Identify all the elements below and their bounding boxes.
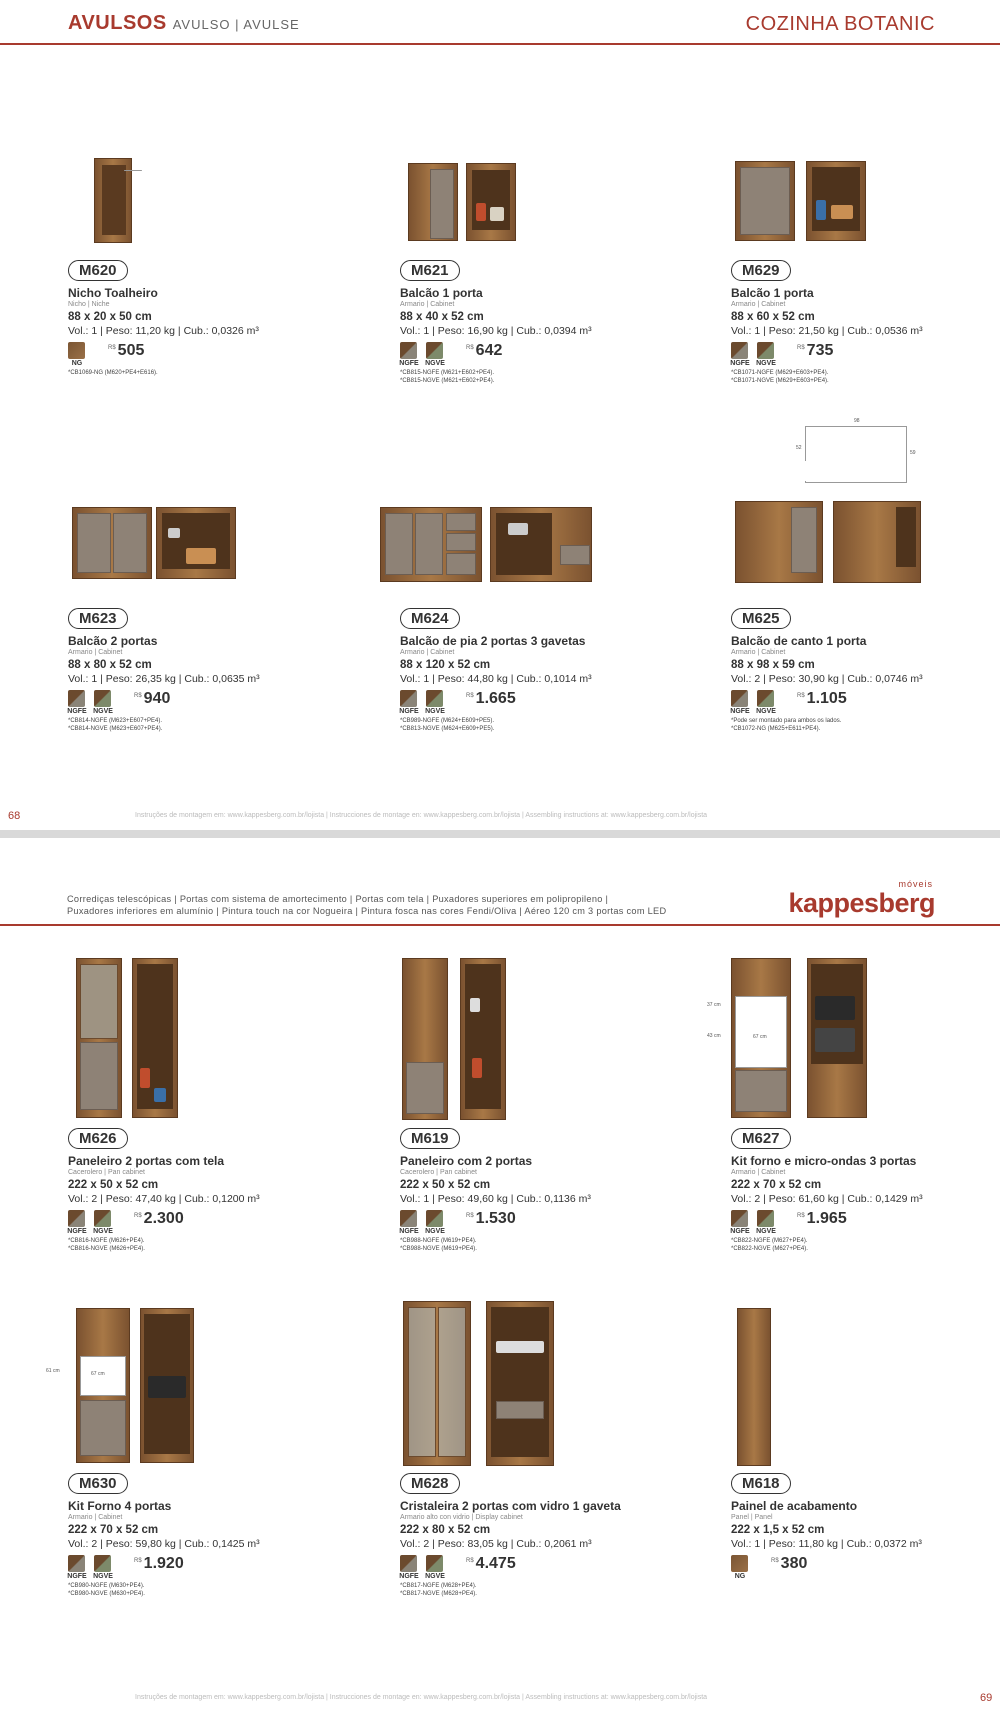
product-image [400,1301,700,1473]
product-price: R$ 735 [797,342,834,359]
product-specs: Vol.: 1 | Peso: 49,60 kg | Cub.: 0,1136 m³ [400,1193,591,1205]
finish-swatch[interactable]: NGVE [426,342,443,367]
product-dimensions: 222 x 70 x 52 cm [731,1179,822,1191]
header-divider [0,924,1000,926]
finish-swatch[interactable]: NGVE [426,1210,443,1235]
section-title: AVULSOS AVULSO | AVULSE [68,12,300,34]
product-type: Panel | Panel [731,1514,773,1521]
product-dimensions: 88 x 60 x 52 cm [731,311,815,323]
finish-swatch[interactable]: NGVE [426,1555,443,1580]
product-image: 37 cm 43 cm 67 cm [731,958,1000,1128]
product-card[interactable] [707,958,1000,1253]
product-type: Cacerolero | Pan cabinet [400,1169,477,1176]
product-image [400,145,700,260]
product-price: R$ 1.530 [466,1210,516,1227]
product-code: M621 [400,260,460,281]
finish-swatch[interactable]: NGFE [400,342,417,367]
product-specs: Vol.: 1 | Peso: 11,80 kg | Cub.: 0,0372 m³ [731,1538,922,1550]
product-dimensions: 222 x 80 x 52 cm [400,1524,491,1536]
page-footer: Instruções de montagem em: www.kappesberg.com.br/lojista | Instrucciones de montage en: www.kappesberg.com.br/lojista | Assembling instructions at: www.kappesberg.com.br/lojista [135,1694,708,1701]
product-image [68,145,368,260]
product-price: R$ 1.965 [797,1210,847,1227]
product-price: R$ 1.920 [134,1555,184,1572]
product-specs: Vol.: 1 | Peso: 26,35 kg | Cub.: 0,0635 m³ [68,673,260,685]
product-image [731,493,1000,608]
finish-swatch[interactable]: NGVE [426,690,443,715]
product-code: M626 [68,1128,128,1149]
brand-logo: kappesberg móveis [788,879,935,918]
product-refs: *CB815-NGFE (M621+E602+PE4). *CB815-NGVE (M621+E602+PE4). [400,370,495,384]
product-specs: Vol.: 2 | Peso: 59,80 kg | Cub.: 0,1425 m³ [68,1538,260,1550]
product-name: Balcão 1 porta [731,286,814,300]
product-name: Cristaleira 2 portas com vidro 1 gaveta [400,1499,621,1513]
product-specs: Vol.: 1 | Peso: 16,90 kg | Cub.: 0,0394 m³ [400,325,592,337]
product-code: M620 [68,260,128,281]
product-type: Armario | Cabinet [400,301,455,308]
product-price: R$ 505 [108,342,145,359]
product-dimensions: 222 x 50 x 52 cm [400,1179,491,1191]
product-type: Cacerolero | Pan cabinet [68,1169,145,1176]
product-card[interactable] [731,145,1000,385]
product-specs: Vol.: 2 | Peso: 61,60 kg | Cub.: 0,1429 m³ [731,1193,923,1205]
product-code: M630 [68,1473,128,1494]
product-refs: *CB1071-NGFE (M629+E603+PE4). *CB1071-NGVE (M629+E603+PE4). [731,370,829,384]
product-image [68,493,368,608]
product-refs: *CB989-NGFE (M624+E609+PE5). *CB813-NGVE (M624+E609+PE5). [400,718,495,732]
product-price: R$ 642 [466,342,503,359]
finish-swatch[interactable]: NGVE [94,690,111,715]
product-refs: *CB1069-NG (M620+PE4+E616). [68,370,158,376]
header-divider [0,43,1000,45]
corner-plan-diagram: 98 52 59 [800,418,910,488]
product-image [731,145,1000,260]
page-number: 69 [980,1692,993,1704]
product-code: M618 [731,1473,791,1494]
features-text: Corrediças telescópicas | Portas com sistema de amortecimento | Portas com tela | Puxadores superiores em polipropileno | Puxadores inferiores em alumínio | Pintura touch na cor Nogueira | Pintura fosca nas cores Fendi/Oliva | Aéreo 120 cm 3 portas com LED [67,894,667,916]
page-number: 68 [8,810,21,822]
product-dimensions: 88 x 98 x 59 cm [731,659,815,671]
product-code: M629 [731,260,791,281]
finish-swatch[interactable]: NGVE [94,1555,111,1580]
product-card[interactable] [400,958,700,1253]
product-image [68,958,368,1128]
finish-swatch[interactable]: NGFE [68,1210,85,1235]
product-type: Armario | Cabinet [731,649,786,656]
finish-swatch[interactable]: NGVE [757,690,774,715]
product-name: Balcão de pia 2 portas 3 gavetas [400,634,586,648]
product-name: Balcão 1 porta [400,286,483,300]
product-specs: Vol.: 1 | Peso: 44,80 kg | Cub.: 0,1014 m³ [400,673,592,685]
finish-swatch[interactable]: NGVE [94,1210,111,1235]
product-code: M625 [731,608,791,629]
product-type: Armario alto con vidrio | Display cabinet [400,1514,523,1521]
product-card[interactable] [731,493,1000,733]
product-code: M619 [400,1128,460,1149]
product-card[interactable] [68,145,368,378]
product-card[interactable] [731,1308,1000,1583]
product-dimensions: 88 x 20 x 50 cm [68,311,152,323]
product-dimensions: 222 x 50 x 52 cm [68,1179,159,1191]
product-image [731,1308,1000,1473]
product-price: R$ 4.475 [466,1555,516,1572]
product-price: R$ 380 [771,1555,808,1572]
product-type: Armario | Cabinet [400,649,455,656]
product-dimensions: 88 x 40 x 52 cm [400,311,484,323]
product-card[interactable] [68,493,368,733]
product-specs: Vol.: 2 | Peso: 47,40 kg | Cub.: 0,1200 m³ [68,1193,260,1205]
product-image [400,493,700,608]
product-name: Painel de acabamento [731,1499,858,1513]
product-refs: *Pode ser montado para ambos os lados. *CB1072-NG (M625+E611+PE4). [731,718,842,732]
product-price: R$ 1.105 [797,690,847,707]
product-card[interactable] [400,1301,700,1598]
product-card[interactable] [400,145,700,385]
product-code: M624 [400,608,460,629]
product-image: 61 cm 67 cm [68,1308,368,1473]
product-dimensions: 222 x 70 x 52 cm [68,1524,159,1536]
product-specs: Vol.: 2 | Peso: 83,05 kg | Cub.: 0,2061 m³ [400,1538,592,1550]
product-price: R$ 1.665 [466,690,516,707]
finish-swatch[interactable]: NGFE [731,690,748,715]
finish-swatch[interactable]: NGFE [68,690,85,715]
finish-swatch[interactable]: NG [68,342,85,367]
finish-swatch[interactable]: NGFE [731,1210,748,1235]
product-card[interactable] [68,958,368,1253]
product-dimensions: 222 x 1,5 x 52 cm [731,1524,825,1536]
collection-name: COZINHA BOTANIC [745,13,935,35]
product-name: Kit forno e micro-ondas 3 portas [731,1154,917,1168]
product-specs: Vol.: 1 | Peso: 11,20 kg | Cub.: 0,0326 m³ [68,325,259,337]
product-type: Armario | Cabinet [731,1169,786,1176]
product-name: Balcão de canto 1 porta [731,634,867,648]
product-price: R$ 940 [134,690,171,707]
finish-swatch[interactable]: NGFE [400,690,417,715]
product-dimensions: 88 x 120 x 52 cm [400,659,491,671]
product-specs: Vol.: 1 | Peso: 21,50 kg | Cub.: 0,0536 m³ [731,325,923,337]
product-refs: *CB817-NGFE (M628+PE4). *CB817-NGVE (M628+PE4). [400,1583,477,1597]
page-footer: Instruções de montagem em: www.kappesberg.com.br/lojista | Instrucciones de montage en: www.kappesberg.com.br/lojista | Assembling instructions at: www.kappesberg.com.br/lojista [135,812,708,819]
finish-swatch[interactable]: NGVE [757,1210,774,1235]
product-specs: Vol.: 2 | Peso: 30,90 kg | Cub.: 0,0746 m³ [731,673,923,685]
product-price: R$ 2.300 [134,1210,184,1227]
product-type: Nicho | Niche [68,301,110,308]
finish-swatch[interactable]: NGFE [731,342,748,367]
catalog-page-69 [0,838,1000,1709]
product-refs: *CB816-NGFE (M626+PE4). *CB816-NGVE (M626+PE4). [68,1238,145,1252]
finish-swatch[interactable]: NGVE [757,342,774,367]
product-image [400,958,700,1128]
product-name: Paneleiro 2 portas com tela [68,1154,225,1168]
product-refs: *CB822-NGFE (M627+PE4). *CB822-NGVE (M627+PE4). [731,1238,808,1252]
section-subtitle: AVULSO | AVULSE [172,17,300,32]
product-name: Kit Forno 4 portas [68,1499,172,1513]
product-card[interactable] [46,1308,368,1598]
product-type: Armario | Cabinet [731,301,786,308]
finish-swatch[interactable]: NGFE [400,1555,417,1580]
product-code: M627 [731,1128,791,1149]
product-card[interactable] [400,493,700,733]
product-type: Armario | Cabinet [68,649,123,656]
finish-swatch[interactable]: NGFE [68,1555,85,1580]
product-type: Armario | Cabinet [68,1514,123,1521]
product-refs: *CB814-NGFE (M623+E607+PE4). *CB814-NGVE (M623+E607+PE4). [68,718,163,732]
product-name: Balcão 2 portas [68,634,158,648]
product-dimensions: 88 x 80 x 52 cm [68,659,152,671]
product-name: Paneleiro com 2 portas [400,1154,533,1168]
product-name: Nicho Toalheiro [68,286,158,300]
product-refs: *CB980-NGFE (M630+PE4). *CB980-NGVE (M630+PE4). [68,1583,145,1597]
finish-swatch[interactable]: NGFE [400,1210,417,1235]
finish-swatch[interactable]: NG [731,1555,748,1580]
product-code: M623 [68,608,128,629]
product-code: M628 [400,1473,460,1494]
catalog-page-68 [0,0,1000,830]
product-refs: *CB988-NGFE (M619+PE4). *CB988-NGVE (M619+PE4). [400,1238,477,1252]
